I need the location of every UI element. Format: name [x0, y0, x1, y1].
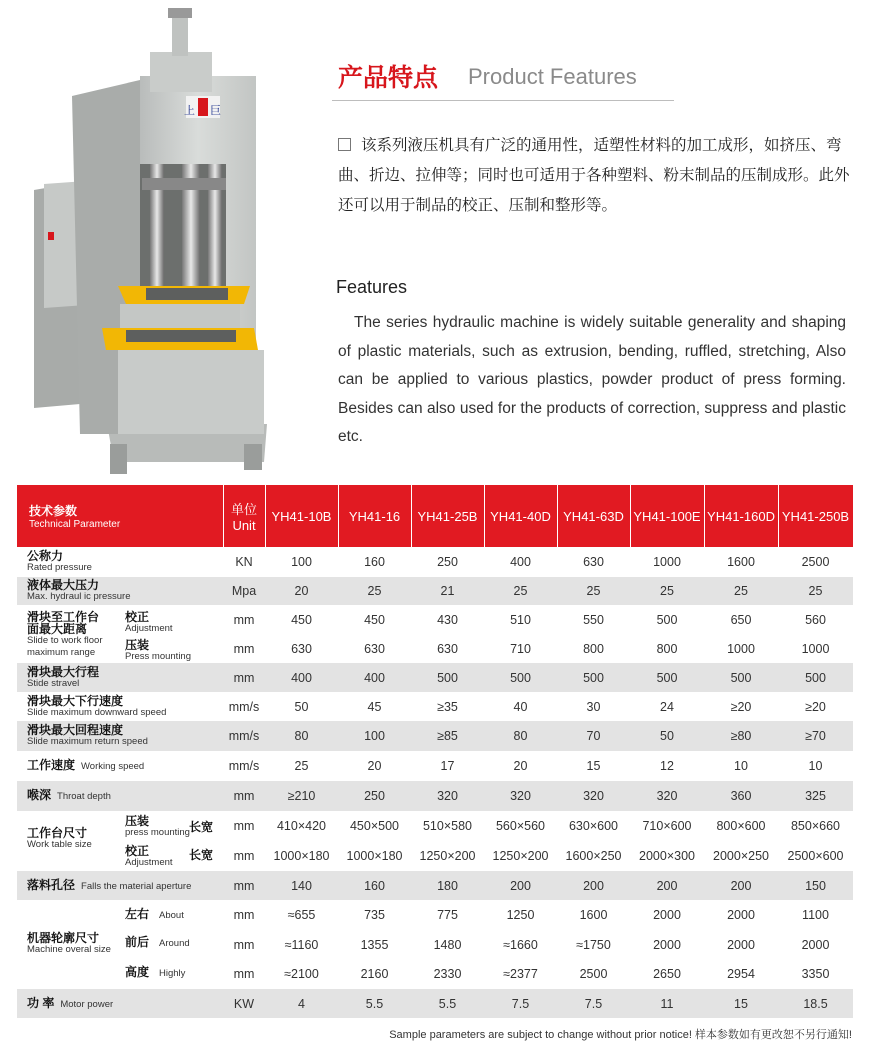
table-cell: 5.5: [338, 989, 411, 1018]
table-cell: 25: [630, 577, 704, 605]
model-header: YH41-40D: [484, 485, 557, 547]
table-cell: 25: [338, 577, 411, 605]
table-cell: 800: [656, 642, 678, 656]
table-cell: 160: [364, 555, 385, 569]
table-cell: 1000×180: [273, 849, 330, 863]
table-cell: 500: [411, 663, 484, 692]
model-header: YH41-160D: [704, 485, 778, 547]
table-cell: 1600×250: [565, 849, 622, 863]
table-row: [17, 547, 853, 577]
table-cell: 25: [557, 577, 630, 605]
table-row: [17, 989, 853, 1018]
table-cell: 40: [513, 699, 528, 714]
table-row: [17, 721, 853, 751]
table-cell: 400: [510, 555, 531, 569]
table-cell: 630: [364, 642, 385, 656]
table-cell: 360: [704, 781, 778, 811]
table-cell: 430: [437, 613, 458, 627]
param-label: 工作台尺寸 Work table size 压装 press mounting 长宽 校正 Adjustment 长宽: [27, 814, 214, 868]
param-label: 滑块最大下行速度 Slide maximum downward speed: [27, 693, 167, 718]
unit-cell: mm: [233, 849, 255, 863]
table-cell: 2000: [653, 908, 681, 922]
table-cell: 1000×180: [346, 849, 403, 863]
table-header-row: [17, 485, 853, 547]
table-cell: 2000×250: [713, 849, 769, 863]
table-cell: 7.5: [484, 989, 557, 1018]
table-cell: 2000: [727, 937, 755, 952]
param-label: 滑块最大回程速度 Slide maximum return speed: [17, 721, 223, 751]
table-cell: 200: [557, 871, 630, 900]
unit-cell: Mpa: [223, 577, 265, 605]
unit-cell: mm/s: [228, 759, 260, 773]
table-cell: 1000: [727, 642, 755, 656]
table-cell: 1480: [433, 937, 462, 952]
table-cell: ≥70: [778, 721, 853, 751]
table-cell: 800×600: [716, 819, 766, 833]
unit-cell: mm: [233, 819, 255, 833]
table-cell: ≈1660: [503, 937, 538, 952]
param-label: 滑块至工作台 面最大距离 Slide to work floor maximum range 校正 Adjustment 压装 Press mounting: [27, 610, 192, 662]
table-cell: 710×600: [642, 819, 692, 833]
table-cell: ≥210: [265, 781, 338, 811]
unit-cell: mm: [233, 613, 255, 627]
svg-text:巨: 巨: [210, 104, 221, 117]
table-cell: 200: [630, 871, 704, 900]
table-cell: 320: [557, 781, 630, 811]
param-label: 功 率 Motor power: [17, 989, 223, 1018]
table-cell: 500: [557, 663, 630, 692]
unit-cell: KN: [235, 555, 253, 569]
table-cell: 180: [411, 871, 484, 900]
table-cell: 500: [656, 613, 678, 627]
table-row: [17, 781, 853, 811]
param-label: 机器轮廓尺寸 Machine overal size 左右 About 前后 Around 高度 Highly: [27, 907, 190, 979]
table-cell: 21: [411, 577, 484, 605]
unit-cell: mm/s: [223, 721, 265, 751]
table-cell: 20: [265, 577, 338, 605]
table-row: [17, 577, 853, 605]
table-cell: 2000: [727, 908, 755, 922]
table-cell: 3350: [801, 967, 830, 981]
table-cell: 12: [660, 759, 674, 773]
table-cell: ≥20: [805, 699, 826, 714]
table-cell: 100: [338, 721, 411, 751]
table-row: [17, 751, 853, 781]
model-header: YH41-10B: [265, 485, 338, 547]
unit-cell: mm: [233, 937, 255, 952]
param-header: 技术参数 Technical Parameter: [17, 485, 223, 547]
table-cell: 450×500: [349, 819, 399, 833]
table-cell: 1600: [727, 555, 755, 569]
model-header: YH41-100E: [630, 485, 704, 547]
table-cell: 18.5: [778, 989, 853, 1018]
unit-header: 单位 Unit: [223, 485, 265, 547]
model-header: YH41-63D: [557, 485, 630, 547]
table-cell: 17: [440, 759, 455, 773]
features-heading: Features: [336, 277, 408, 297]
table-cell: 150: [778, 871, 853, 900]
table-cell: 10: [808, 759, 823, 773]
svg-text:上: 上: [184, 104, 195, 117]
table-cell: 2000: [801, 937, 830, 952]
intro-cn-text: 该系列液压机具有广泛的通用性，适塑性材料的加工成形，如挤压、弯曲、折边、拉伸等；同时也可适用于各种塑料、粉末制品的压制成形。此外还可以用于制品的校正、压制和整形等。: [338, 136, 850, 214]
table-cell: 650: [730, 613, 752, 627]
table-row: [17, 811, 853, 841]
table-cell: 15: [704, 989, 778, 1018]
unit-cell: mm/s: [228, 699, 260, 714]
table-cell: 20: [367, 759, 382, 773]
unit-cell: KW: [223, 989, 265, 1018]
table-cell: 25: [484, 577, 557, 605]
table-cell: 320: [484, 781, 557, 811]
intro-cn: [338, 130, 858, 220]
param-label: 公称力 Rated pressure: [27, 549, 92, 573]
table-cell: 50: [294, 699, 309, 714]
table-cell: 24: [660, 699, 674, 714]
table-cell: 20: [513, 759, 528, 773]
table-cell: 500: [778, 663, 853, 692]
param-label: 喉深 Throat depth: [17, 781, 223, 811]
table-cell: 1600: [579, 908, 608, 922]
header-divider: [332, 100, 674, 101]
table-cell: 510: [510, 613, 531, 627]
table-cell: ≈655: [287, 908, 316, 922]
table-cell: 5.5: [411, 989, 484, 1018]
table-cell: 140: [265, 871, 338, 900]
table-cell: 250: [338, 781, 411, 811]
table-row: [17, 900, 853, 930]
table-cell: 2000×300: [639, 849, 695, 863]
table-cell: 2650: [653, 967, 681, 981]
table-cell: 560: [805, 613, 826, 627]
table-cell: 4: [265, 989, 338, 1018]
table-cell: 2500: [579, 967, 608, 981]
table-cell: 200: [704, 871, 778, 900]
model-header: YH41-25B: [411, 485, 484, 547]
table-cell: 630: [583, 555, 604, 569]
spec-table: [17, 485, 854, 1018]
table-cell: 1000: [801, 642, 830, 656]
table-cell: 1250×200: [492, 849, 549, 863]
unit-cell: mm: [223, 663, 265, 692]
table-cell: 510×580: [422, 819, 472, 833]
table-cell: 400: [338, 663, 411, 692]
unit-cell: mm: [223, 871, 265, 900]
table-cell: 450: [364, 613, 385, 627]
table-cell: 320: [630, 781, 704, 811]
table-cell: ≥85: [411, 721, 484, 751]
table-cell: 2160: [360, 967, 389, 981]
table-cell: 410×420: [276, 819, 326, 833]
table-cell: 2330: [433, 967, 462, 981]
model-header: YH41-16: [338, 485, 411, 547]
table-cell: 25: [704, 577, 778, 605]
features-text: The series hydraulic machine is widely suitable generality and shaping of plastic materials, such as extrusion, bending, ruffled, stretching, Also can be applied to various plastics, powder product of press forming. Besides can also used for the products of correction, suppress and plastic etc.: [338, 314, 846, 445]
table-cell: 15: [586, 759, 601, 773]
table-cell: 775: [437, 908, 458, 922]
table-cell: 7.5: [557, 989, 630, 1018]
table-cell: 500: [630, 663, 704, 692]
table-cell: 1100: [802, 908, 829, 922]
bullet-box-icon: [338, 138, 351, 151]
table-cell: 70: [557, 721, 630, 751]
table-cell: 800: [583, 642, 604, 656]
table-cell: 630: [437, 642, 458, 656]
unit-cell: mm: [233, 908, 255, 922]
table-cell: 560×560: [495, 819, 545, 833]
table-cell: 500: [484, 663, 557, 692]
table-cell: 2500: [801, 555, 830, 569]
table-cell: 325: [778, 781, 853, 811]
model-header: YH41-250B: [778, 485, 853, 547]
table-row: [17, 663, 853, 692]
table-cell: 250: [437, 555, 458, 569]
table-cell: 30: [586, 699, 601, 714]
section-title-en: Product Features: [468, 64, 637, 89]
table-cell: ≥20: [730, 699, 752, 714]
table-cell: ≈1750: [576, 937, 611, 952]
brand-logo: [184, 96, 221, 118]
table-cell: 80: [265, 721, 338, 751]
unit-cell: mm: [233, 642, 255, 656]
table-row: [17, 871, 853, 900]
footnote: Sample parameters are subject to change without prior notice! 样本参数如有更改恕不另行通知!: [389, 1029, 852, 1041]
param-label: 工作速度 Working speed: [27, 758, 145, 772]
table-cell: 1250×200: [419, 849, 476, 863]
table-cell: ≥35: [437, 699, 458, 714]
table-cell: 850×660: [790, 819, 840, 833]
table-row: [17, 692, 853, 721]
table-cell: 11: [630, 989, 704, 1018]
param-label: 滑块最大行程 Stide stravel: [17, 663, 223, 692]
table-cell: 1250: [506, 908, 535, 922]
table-cell: 1000: [653, 555, 681, 569]
table-cell: 2954: [727, 967, 755, 981]
table-cell: 200: [484, 871, 557, 900]
table-cell: 735: [364, 908, 385, 922]
table-cell: 160: [338, 871, 411, 900]
hydraulic-press-image: [22, 4, 284, 474]
table-cell: 450: [291, 613, 312, 627]
table-cell: 10: [734, 759, 748, 773]
table-cell: 630×600: [568, 819, 618, 833]
unit-cell: mm: [223, 781, 265, 811]
table-cell: 500: [704, 663, 778, 692]
section-title-cn: 产品特点: [338, 63, 439, 92]
table-cell: 400: [265, 663, 338, 692]
table-cell: 100: [291, 555, 312, 569]
table-cell: 320: [411, 781, 484, 811]
table-cell: 2500×600: [787, 849, 844, 863]
table-cell: ≈1160: [284, 937, 319, 952]
param-label: 落料孔径 Falls the material aperture: [17, 871, 223, 900]
table-cell: 80: [484, 721, 557, 751]
table-cell: 25: [294, 759, 309, 773]
table-cell: ≥80: [704, 721, 778, 751]
table-cell: 1355: [360, 937, 389, 952]
unit-cell: mm: [233, 967, 255, 981]
table-cell: 45: [367, 699, 382, 714]
table-cell: 630: [291, 642, 312, 656]
table-cell: 550: [583, 613, 604, 627]
table-cell: 25: [778, 577, 853, 605]
table-cell: 2000: [653, 937, 681, 952]
param-label: 液体最大压力 Max. hydraul ic pressure: [17, 577, 223, 605]
table-cell: ≈2377: [503, 967, 538, 981]
table-cell: ≈2100: [284, 967, 319, 981]
table-cell: 50: [630, 721, 704, 751]
table-cell: 710: [510, 642, 531, 656]
table-row: [17, 605, 853, 635]
